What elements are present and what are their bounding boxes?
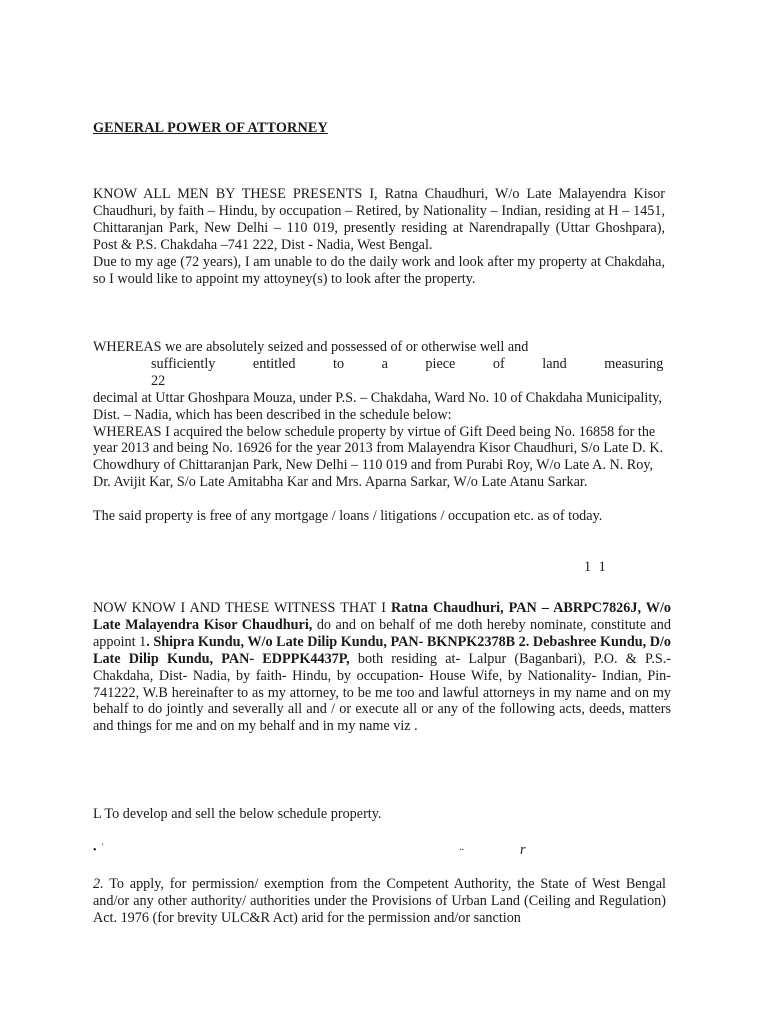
item-2-text: To apply, for permission/ exemption from the Competent Authority, the State of West Bengal and/or any other authority/ authorities under the Provisions of Urban Land (Ceiling and Regulation) Act. 1976 (for brevity ULC&R Act) arid for the permission and/or sanction [93,876,666,926]
whereas-gift-deed: WHEREAS I acquired the below schedule property by virtue of Gift Deed being No. 16858 for the year 2013 and being No. 16926 for the year 2013 from Malayendra Kisor Chaudhuri, S/o Late D. K. Chowdhury of Chittaranjan Park, New Delhi – 110 019 and from Purabi Roy, W/o Late A. N. Roy, Dr. Avijit Kar, S/o Late Amitabha Kar and Mrs. Aparna Sarkar, W/o Late Atanu Sarkar. [93,423,664,491]
whereas-line-2: sufficiently entitled to a piece of land measuring 22 [151,355,664,389]
tick-mark: ' [102,842,104,852]
paragraph-know-all-men [93,186,665,287]
now-text-1: NOW KNOW I AND THESE WITNESS THAT I [93,600,391,616]
page-number: 1 1 [584,559,608,575]
bullet-mark: • [93,845,97,856]
know-all-men-text: KNOW ALL MEN BY THESE PRESENTS I, Ratna Chaudhuri, W/o Late Malayendra Kisor Chaudhuri, by faith – Hindu, by occupation – Retired, by Nationality – Indian, residing at H – 1451, Chittaranjan Park, New Delhi – 110 019, presently residing at Narendrapally (Uttar Ghoshpara), Post & P.S. Chakdaha –741 222, Dist - Nadia, West Bengal. [93,186,665,253]
dots-mark: .. [459,842,464,853]
now-text-2: do and on behalf of me doth hereby nominate, constitute and appoint 1 [93,616,671,650]
stray-marks-row [93,842,633,860]
attorneys-names-bold: . Shipra Kundu, W/o Late Dilip Kundu, PAN- BKNPK2378B 2. Debashree Kundu, D/o Late Dilip Kundu, PAN- EDPPK4437P, [93,633,671,667]
now-text-3: both residing at- Lalpur (Baganbari), P.O. & P.S.- Chakdaha, Dist- Nadia, by faith- Hindu, by occupation- House Wife, by Nationality- Indian, Pin- 741222, W.B hereinafter to as my attorney, to be me too and lawful attorneys in my name and on my behalf to do jointly and severally all and / or execute all or any of the following acts, deeds, matters and things for me and on my behalf and in my name viz . [93,650,671,735]
paragraph-now-know [93,600,671,735]
document-title: GENERAL POWER OF ATTORNEY [93,120,328,136]
item-2-number: 2. [93,876,104,892]
paragraph-property-free: The said property is free of any mortgage / loans / litigations / occupation etc. as of today. [93,508,603,524]
whereas-line-1: WHEREAS we are absolutely seized and possessed of or otherwise well and [93,339,529,355]
stray-letter-r: r [520,842,526,858]
whereas-land-description: decimal at Uttar Ghoshpara Mouza, under P.S. – Chakdaha, Ward No. 10 of Chakdaha Municipality, Dist. – Nadia, which has been described in the schedule below: [93,389,662,423]
list-item-1: L To develop and sell the below schedule property. [93,806,382,822]
list-item-2 [93,876,666,927]
paragraph-whereas [93,339,665,491]
principal-name-bold: Ratna Chaudhuri, PAN – ABRPC7826J, W/o Late Malayendra Kisor Chaudhuri, [93,600,672,633]
age-reason-text: Due to my age (72 years), I am unable to do the daily work and look after my property at Chakdaha, so I would like to appoint my attoyney(s) to look after the property. [93,253,665,287]
